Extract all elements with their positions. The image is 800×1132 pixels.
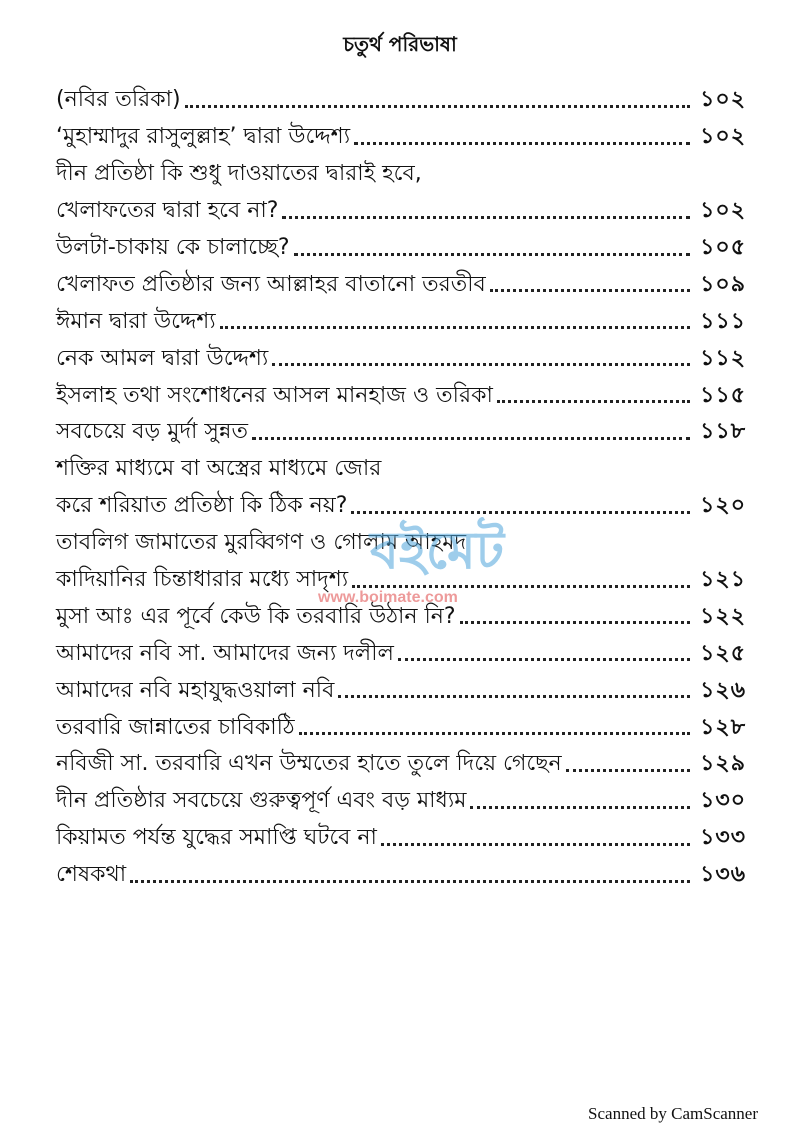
leader-dots — [252, 437, 690, 440]
leader-dots — [398, 658, 690, 661]
leader-dots — [470, 806, 690, 809]
toc-entry — [56, 635, 746, 672]
toc-entry-title: শক্তির মাধ্যমে বা অস্ত্রের মাধ্যমে জোর — [56, 456, 382, 482]
toc-entry — [56, 303, 746, 340]
toc-entry-title: ইসলাহ তথা সংশোধনের আসল মানহাজ ও তরিকা — [56, 382, 493, 408]
toc-page-number: ১৩৬ — [700, 862, 746, 888]
leader-dots — [299, 732, 690, 735]
toc-page-number: ১০৯ — [700, 271, 746, 297]
toc-entry-title: সবচেয়ে বড় মুর্দা সুন্নত — [56, 419, 248, 445]
leader-dots — [282, 216, 690, 219]
toc-entry — [56, 414, 746, 451]
toc-entry-title: কাদিয়ানির চিন্তাধারার মধ্যে সাদৃশ্য — [56, 567, 349, 593]
toc-entry-title: দীন প্রতিষ্ঠা কি শুধু দাওয়াতের দ্বারাই হবে, — [56, 161, 422, 187]
scanner-footer: Scanned by CamScanner — [588, 1104, 758, 1123]
toc-page-number: ১২৮ — [700, 714, 746, 740]
toc-entry — [56, 488, 746, 525]
toc-page-number: ১৩৩ — [700, 825, 746, 851]
toc-entry-title: ঈমান দ্বারা উদ্দেশ্য — [56, 308, 216, 334]
toc-page-number: ১১৫ — [700, 382, 746, 408]
toc-entry-title: দীন প্রতিষ্ঠার সবচেয়ে গুরুত্বপূর্ণ এবং বড় মাধ্যম — [56, 788, 467, 814]
toc-entry-title: খেলাফত প্রতিষ্ঠার জন্য আল্লাহর বাতানো তরতীব — [56, 271, 486, 297]
toc-page-number: ১২৫ — [700, 640, 746, 666]
toc-page-number: ১২২ — [700, 603, 746, 629]
leader-dots — [352, 585, 690, 588]
toc-entry — [56, 230, 746, 267]
toc-entry — [56, 672, 746, 709]
toc-entry — [56, 820, 746, 857]
toc-entry-title: তরবারি জান্নাতের চাবিকাঠি — [56, 714, 295, 740]
toc-entry — [56, 340, 746, 377]
toc-entry — [56, 525, 746, 562]
leader-dots — [294, 253, 691, 256]
leader-dots — [460, 621, 691, 624]
toc-entry — [56, 857, 746, 894]
toc-entry — [56, 193, 746, 230]
toc-page-number: ১১৮ — [700, 419, 746, 445]
toc-entry-title: ‘মুহাম্মাদুর রাসুলুল্লাহ’ দ্বারা উদ্দেশ্য — [56, 124, 351, 150]
toc-entry-title: তাবলিগ জামাতের মুরব্বিগণ ও গোলাম আহমদ — [56, 530, 467, 556]
toc-entry-title: উলটা-চাকায় কে চালাচ্ছে? — [56, 235, 290, 260]
leader-dots — [566, 769, 690, 772]
toc-page-number: ১০৫ — [700, 235, 746, 260]
toc-entry-title: শেষকথা — [56, 862, 127, 888]
leader-dots — [272, 363, 690, 366]
toc-entry — [56, 156, 746, 193]
toc-entry — [56, 746, 746, 783]
toc-entry — [56, 451, 746, 488]
table-of-contents — [56, 82, 746, 894]
toc-entry — [56, 119, 746, 156]
watermark-logo: বইমেট — [370, 521, 505, 581]
toc-entry-title: আমাদের নবি মহাযুদ্ধওয়ালা নবি — [56, 677, 335, 703]
toc-entry-title: কিয়ামত পর্যন্ত যুদ্ধের সমাপ্তি ঘটবে না — [56, 825, 377, 851]
toc-page-number: ১০২ — [700, 198, 746, 224]
toc-entry-title: নেক আমল দ্বারা উদ্দেশ্য — [56, 345, 269, 371]
toc-page-number: ১২৬ — [700, 677, 746, 703]
toc-page-number: ১২০ — [700, 493, 746, 519]
leader-dots — [185, 105, 691, 108]
toc-page-number: ১১১ — [700, 308, 746, 334]
toc-entry — [56, 266, 746, 303]
toc-entry-title: (নবির তরিকা) — [56, 87, 181, 113]
leader-dots — [381, 843, 690, 846]
toc-page-number: ১২৯ — [700, 751, 746, 777]
leader-dots — [351, 511, 690, 514]
toc-entry — [56, 783, 746, 820]
leader-dots — [130, 880, 690, 883]
toc-page-number: ১০২ — [700, 124, 746, 150]
leader-dots — [220, 326, 691, 329]
leader-dots — [354, 142, 690, 145]
leader-dots — [490, 289, 690, 292]
toc-entry — [56, 709, 746, 746]
toc-page-number: ১৩০ — [700, 788, 746, 814]
watermark-url: www.boimate.com — [318, 589, 458, 606]
toc-entry-title: মুসা আঃ এর পূর্বে কেউ কি তরবারি উঠান নি? — [56, 603, 456, 629]
toc-entry — [56, 598, 746, 635]
toc-entry — [56, 377, 746, 414]
toc-page-number: ১১২ — [700, 345, 746, 371]
toc-entry-title: খেলাফতের দ্বারা হবে না? — [56, 198, 279, 224]
toc-entry-title: আমাদের নবি সা. আমাদের জন্য দলীল — [56, 640, 394, 666]
toc-entry — [56, 82, 746, 119]
toc-page-number: ১২১ — [700, 567, 746, 593]
leader-dots — [497, 400, 690, 403]
toc-entry — [56, 562, 746, 599]
page-title: চতুর্থ পরিভাষা — [343, 32, 457, 56]
leader-dots — [338, 695, 690, 698]
toc-page-number: ১০২ — [700, 87, 746, 113]
toc-entry-title: নবিজী সা. তরবারি এখন উম্মতের হাতে তুলে দিয়ে গেছেন — [56, 751, 562, 777]
toc-entry-title: করে শরিয়াত প্রতিষ্ঠা কি ঠিক নয়? — [56, 493, 348, 519]
